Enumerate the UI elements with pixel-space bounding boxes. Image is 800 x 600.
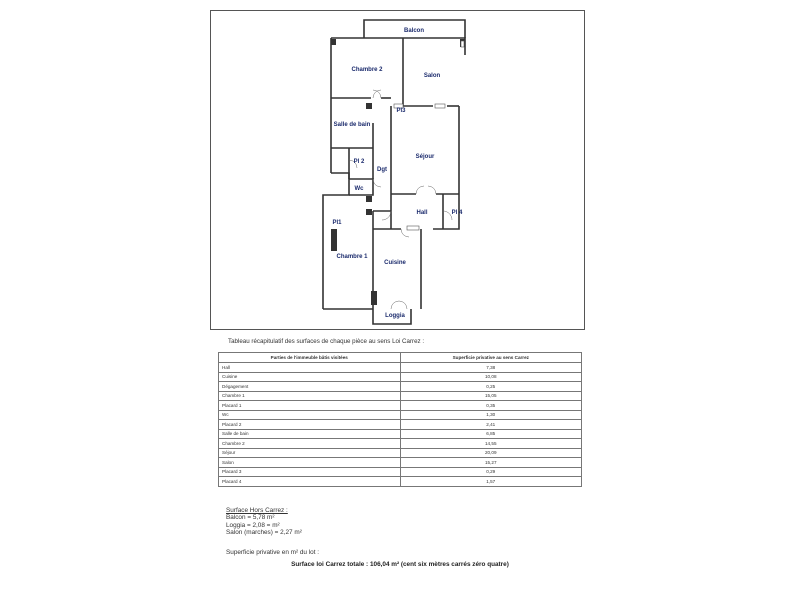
room-label-chambre-1: Chambre 1 — [336, 254, 368, 260]
table-row — [219, 401, 582, 411]
row-value: 1,57 — [400, 477, 582, 487]
row-name: Placard 4 — [219, 477, 401, 487]
superficie-label: Superficie privative en m² du lot : — [226, 549, 320, 556]
room-label-pl4: Pl 4 — [451, 210, 463, 216]
row-value: 7,38 — [400, 363, 582, 373]
row-name: Salon — [219, 458, 401, 468]
table-row — [219, 363, 582, 373]
room-label-loggia: Loggia — [385, 313, 405, 319]
row-name: Cuisine — [219, 372, 401, 382]
room-label-dgt: Dgt — [377, 167, 387, 173]
hors-carrez-item: Balcon = 5,78 m² — [226, 514, 275, 522]
row-value: 15,05 — [400, 391, 582, 401]
row-value: 0,29 — [400, 467, 582, 477]
row-name: Wc — [219, 410, 401, 420]
row-name: Placard 3 — [219, 467, 401, 477]
row-name: Chambre 2 — [219, 439, 401, 449]
row-value: 6,85 — [400, 429, 582, 439]
row-value: 10,08 — [400, 372, 582, 382]
column-header-parties: Parties de l'immeuble bâtis visitées — [219, 353, 401, 363]
row-name: Placard 2 — [219, 420, 401, 430]
hors-carrez-item: Loggia = 2,08 = m² — [226, 521, 280, 529]
row-value: 15,27 — [400, 458, 582, 468]
table-row — [219, 391, 582, 401]
room-label-balcon: Balcon — [403, 28, 425, 34]
room-label-salle-de-bain: Salle de bain — [333, 122, 371, 128]
table-row — [219, 467, 582, 477]
table-row — [219, 372, 582, 382]
table-header-row — [219, 353, 582, 363]
hors-carrez-title: Surface Hors Carrez : — [226, 507, 288, 514]
row-name: Hall — [219, 363, 401, 373]
row-value: 2,41 — [400, 420, 582, 430]
row-value: 1,30 — [400, 410, 582, 420]
table-row — [219, 448, 582, 458]
table-row — [219, 439, 582, 449]
room-label-chambre-2: Chambre 2 — [351, 67, 383, 73]
room-label-pl1: Pl1 — [332, 220, 342, 226]
row-value: 0,35 — [400, 401, 582, 411]
table-row — [219, 458, 582, 468]
room-label-wc: Wc — [354, 186, 364, 192]
hors-carrez-section — [226, 507, 302, 537]
table-row — [219, 410, 582, 420]
room-label-hall: Hall — [416, 210, 428, 216]
hors-carrez-item: Salon (marches) = 2,27 m² — [226, 529, 302, 537]
table-row — [219, 429, 582, 439]
row-name: Salle de bain — [219, 429, 401, 439]
row-value: 0,25 — [400, 382, 582, 392]
row-value: 20,09 — [400, 448, 582, 458]
room-label-cuisine: Cuisine — [384, 260, 406, 266]
table-row — [219, 420, 582, 430]
table-row — [219, 477, 582, 487]
row-name: Chambre 1 — [219, 391, 401, 401]
room-label-sejour: Séjour — [415, 154, 435, 160]
row-name: Placard 1 — [219, 401, 401, 411]
table-row — [219, 382, 582, 392]
table-caption: Tableau récapitulatif des surfaces de chaque pièce au sens Loi Carrez : — [228, 338, 425, 345]
total-surface: Surface loi Carrez totale : 106,04 m² (cent six mètres carrés zéro quatre) — [291, 561, 509, 568]
room-label-pl3: Pl3 — [396, 108, 406, 114]
column-header-superficie: Superficie privative au sens Carrez — [400, 353, 582, 363]
surfaces-table — [218, 352, 582, 487]
room-label-pl2: Pl 2 — [353, 159, 365, 165]
floor-plan — [210, 10, 585, 330]
floor-plan-drawing — [211, 11, 586, 331]
row-name: Dégagement — [219, 382, 401, 392]
row-name: Séjour — [219, 448, 401, 458]
room-label-salon: Salon — [423, 73, 441, 79]
row-value: 14,55 — [400, 439, 582, 449]
